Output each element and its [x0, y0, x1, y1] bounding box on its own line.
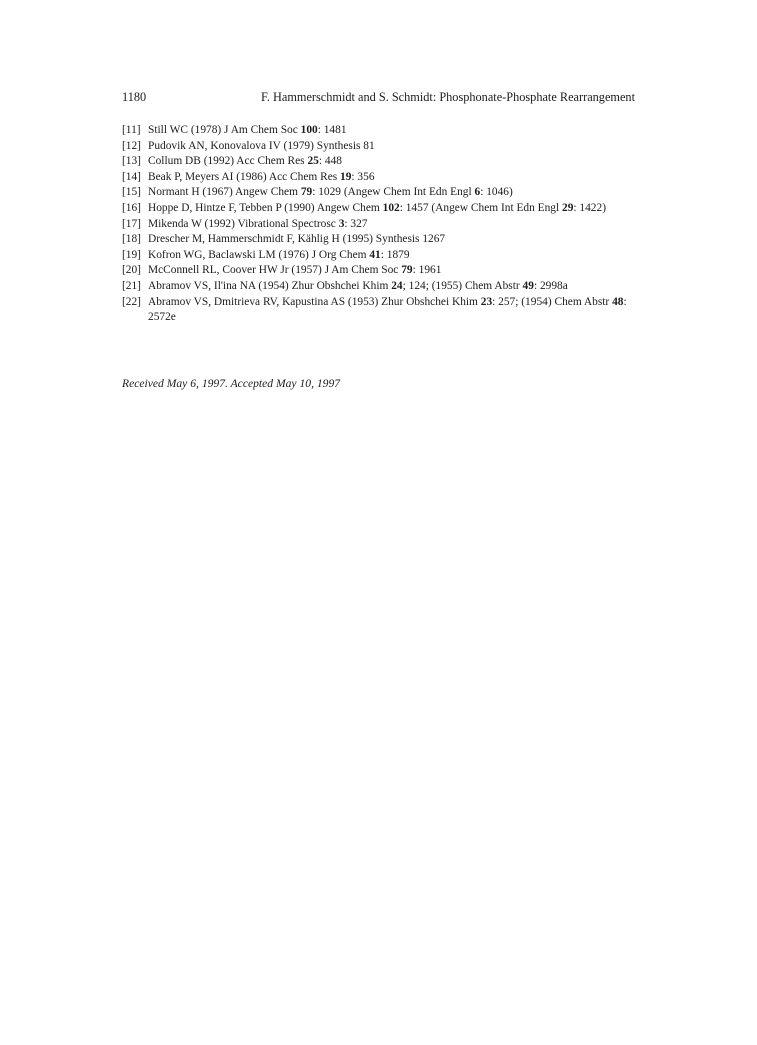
reference-text: : 2572e: [148, 295, 627, 324]
reference-text: : 448: [318, 155, 342, 168]
reference-number: [15]: [122, 186, 141, 199]
reference-item: [122, 217, 640, 233]
reference-text: : 327: [344, 217, 368, 230]
received-accepted-dates: Received May 6, 1997. Accepted May 10, 1997: [122, 377, 341, 390]
reference-volume: 6: [474, 186, 481, 199]
reference-item: [122, 139, 640, 155]
reference-item: [122, 170, 640, 186]
reference-text: Normant H (1967) Angew Chem: [148, 186, 301, 199]
reference-text: Still WC (1978) J Am Chem Soc: [148, 124, 301, 136]
reference-item: [122, 263, 640, 279]
reference-text: : 1457 (Angew Chem Int Edn Engl: [399, 201, 563, 214]
reference-text: Hoppe D, Hintze F, Tebben P (1990) Angew Chem: [148, 201, 383, 214]
reference-number: [21]: [122, 279, 141, 292]
reference-text: Collum DB (1992) Acc Chem Res: [148, 155, 308, 168]
reference-text: Beak P, Meyers AI (1986) Acc Chem Res: [148, 170, 341, 183]
reference-volume: 102: [382, 201, 400, 214]
reference-volume: 79: [401, 264, 413, 277]
reference-item: [122, 154, 640, 170]
reference-text: : 257; (1954) Chem Abstr: [492, 295, 613, 308]
reference-volume: 25: [307, 155, 319, 168]
reference-text: Abramov VS, Il'ina NA (1954) Zhur Obshchei Khim: [148, 279, 392, 292]
reference-item: [122, 201, 640, 217]
reference-number: [13]: [122, 155, 141, 168]
reference-volume: 19: [340, 170, 352, 183]
reference-volume: 79: [300, 186, 313, 199]
reference-text: : 356: [351, 170, 375, 183]
reference-text: Mikenda W (1992) Vibrational Spectrosc: [148, 217, 339, 230]
reference-text: : 1879: [380, 248, 410, 261]
reference-number: [11]: [122, 124, 141, 136]
reference-number: [20]: [122, 264, 141, 277]
reference-volume: 23: [480, 295, 493, 308]
reference-volume: 48: [612, 295, 624, 308]
reference-text: Drescher M, Hammerschmidt F, Kählig H (1995) Synthesis 1267: [148, 233, 446, 246]
reference-number: [16]: [122, 201, 141, 214]
reference-number: [18]: [122, 233, 141, 246]
reference-number: [12]: [122, 139, 141, 152]
reference-item: [122, 232, 640, 248]
reference-number: [19]: [122, 248, 141, 261]
reference-text: ; 124; (1955) Chem Abstr: [402, 279, 523, 292]
reference-number: [17]: [122, 217, 141, 230]
reference-number: [14]: [122, 170, 141, 183]
reference-text: : 1046): [480, 186, 513, 199]
reference-item: [122, 279, 640, 295]
reference-text: : 1422): [573, 201, 606, 214]
reference-volume: 24: [391, 279, 403, 292]
reference-item: [122, 295, 640, 326]
reference-text: Kofron WG, Baclawski LM (1976) J Org Chem: [148, 248, 370, 261]
reference-text: Abramov VS, Dmitrieva RV, Kapustina AS (1953) Zhur Obshchei Khim: [148, 295, 481, 308]
reference-volume: 49: [522, 279, 534, 292]
reference-item: [122, 123, 640, 139]
reference-item: [122, 185, 640, 201]
reference-volume: 3: [338, 217, 345, 230]
reference-text: : 2998a: [533, 279, 568, 292]
reference-volume: 100: [300, 124, 318, 136]
reference-volume: 41: [369, 248, 381, 261]
reference-number: [22]: [122, 295, 141, 308]
reference-text: : 1029 (Angew Chem Int Edn Engl: [312, 186, 475, 199]
reference-volume: 29: [562, 201, 574, 214]
reference-text: McConnell RL, Coover HW Jr (1957) J Am Chem Soc: [148, 264, 402, 277]
reference-text: Pudovik AN, Konovalova IV (1979) Synthesis 81: [148, 139, 375, 152]
reference-item: [122, 248, 640, 264]
reference-list: [122, 123, 640, 326]
reference-text: : 1961: [412, 264, 442, 277]
page-number: 1180: [122, 90, 147, 104]
reference-text: : 1481: [317, 124, 347, 136]
running-title: F. Hammerschmidt and S. Schmidt: Phosphonate-Phosphate Rearrangement: [260, 90, 635, 104]
